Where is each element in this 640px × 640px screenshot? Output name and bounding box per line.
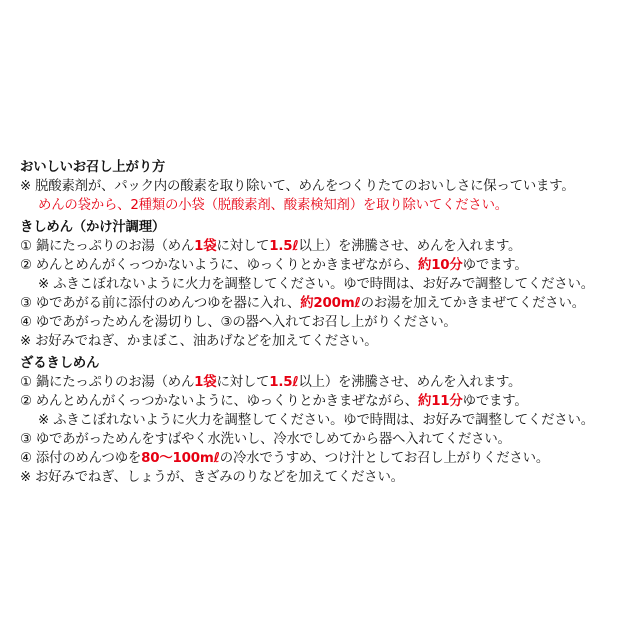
instruction-line [20, 294, 628, 313]
text: ※ お好みでねぎ、かまぼこ、油あげなどを加えてください。 [20, 334, 378, 349]
text: ④ 添付のめんつゆを [20, 451, 142, 466]
text: ① 鍋にたっぷりのお湯（めん [20, 375, 195, 390]
highlight-text: 約11分 [418, 394, 463, 409]
section [20, 158, 628, 215]
instruction-line [20, 177, 628, 196]
text: ③ ゆであがる前に添付のめんつゆを器に入れ、 [20, 296, 301, 311]
instruction-line [20, 468, 628, 487]
highlight-text: 1.5ℓ [269, 375, 299, 390]
section-title: おいしいお召し上がり方 [20, 160, 166, 175]
highlight-text: 1袋 [194, 375, 217, 390]
text: ※ ふきこぼれないように火力を調整してください。ゆで時間は、お好みで調整してください。 [38, 277, 594, 292]
text: ④ ゆであがっためんを湯切りし、③の器へ入れてお召し上がりください。 [20, 315, 457, 330]
text: ③ ゆであがっためんをすばやく水洗いし、冷水でしめてから器へ入れてください。 [20, 432, 511, 447]
text: のお湯を加えてかきまぜてください。 [360, 296, 585, 311]
text: ※ お好みでねぎ、しょうが、きざみのりなどを加えてください。 [20, 470, 404, 485]
instruction-line [20, 275, 628, 294]
section-title: ざるきしめん [20, 356, 100, 371]
text: ① 鍋にたっぷりのお湯（めん [20, 239, 195, 254]
instructions-document [20, 158, 628, 487]
section [20, 354, 628, 487]
instruction-line [20, 256, 628, 275]
instruction-line [20, 373, 628, 392]
text: 以上）を沸騰させ、めんを入れます。 [298, 239, 522, 254]
instruction-line [20, 449, 628, 468]
section [20, 218, 628, 351]
highlight-text: 1.5ℓ [269, 239, 299, 254]
instruction-line [20, 411, 628, 430]
text: 以上）を沸騰させ、めんを入れます。 [298, 375, 522, 390]
text: に対して [216, 239, 270, 254]
instruction-line [20, 196, 628, 215]
text: ② めんとめんがくっつかないように、ゆっくりとかきまぜながら、 [20, 394, 418, 409]
instruction-line [20, 313, 628, 332]
text: ② めんとめんがくっつかないように、ゆっくりとかきまぜながら、 [20, 258, 418, 273]
text: の冷水でうすめ、つけ汁としてお召し上がりください。 [219, 451, 550, 466]
text: ※ 脱酸素剤が、パック内の酸素を取り除いて、めんをつくりたてのおいしさに保っています。 [20, 179, 575, 194]
text: ゆでます。 [462, 394, 528, 409]
text: ※ ふきこぼれないように火力を調整してください。ゆで時間は、お好みで調整してください。 [38, 413, 594, 428]
instruction-line [20, 430, 628, 449]
highlight-text: めんの袋から、2種類の小袋（脱酸素剤、酸素検知剤）を取り除いてください。 [38, 198, 508, 213]
text: に対して [216, 375, 270, 390]
instruction-line [20, 332, 628, 351]
highlight-text: 約200mℓ [300, 296, 361, 311]
section-title: きしめん（かけ汁調理） [20, 220, 166, 235]
instruction-line [20, 237, 628, 256]
highlight-text: 約10分 [418, 258, 463, 273]
instruction-line [20, 392, 628, 411]
text: ゆでます。 [462, 258, 528, 273]
highlight-text: 80〜100mℓ [141, 451, 220, 466]
highlight-text: 1袋 [194, 239, 217, 254]
